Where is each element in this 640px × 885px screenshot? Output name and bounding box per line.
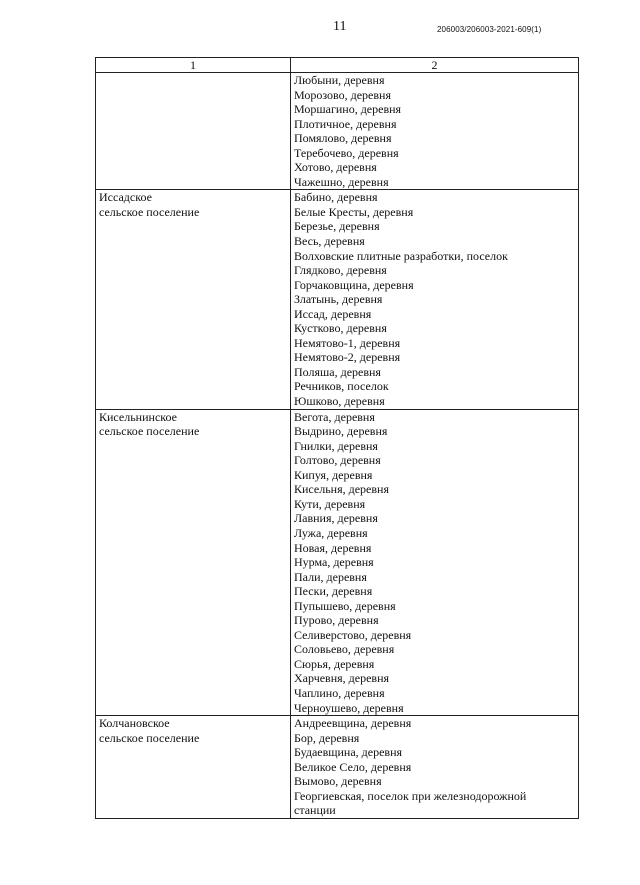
settlement-item: Андреевщина, деревня — [294, 716, 412, 731]
settlement-item: Кустково, деревня — [294, 321, 387, 336]
settlement-item: Чажешно, деревня — [294, 174, 389, 189]
document-code: 206003/206003-2021-609(1) — [437, 25, 542, 34]
settlement-item: Селиверстово, деревня — [294, 627, 412, 642]
settlement-item: Лавния, деревня — [294, 511, 378, 526]
settlement-item: Речников, поселок — [294, 379, 389, 394]
table-body — [96, 73, 579, 819]
table-row — [96, 409, 579, 715]
settlement-item: Кипуя, деревня — [294, 467, 373, 482]
settlement-item: Березье, деревня — [294, 219, 380, 234]
settlement-item: Пески, деревня — [294, 584, 373, 599]
page-number: 11 — [333, 19, 347, 34]
settlement-item: Плотичное, деревня — [294, 116, 397, 131]
settlement-item: Моршагино, деревня — [294, 102, 402, 117]
settlement-item: Вымово, деревня — [294, 774, 382, 789]
settlement-item: Немятово-2, деревня — [294, 350, 401, 365]
settlement-item: Пупышево, деревня — [294, 598, 396, 613]
settlement-item: Белые Кресты, деревня — [294, 204, 414, 219]
table-row — [96, 73, 579, 190]
column-header-1: 1 — [96, 58, 291, 73]
settlement-item: Вегота, деревня — [294, 409, 375, 424]
settlement-item: Гнилки, деревня — [294, 438, 378, 453]
settlement-item: Кути, деревня — [294, 496, 366, 511]
settlement-item: Кисельня, деревня — [294, 482, 389, 497]
settlement-item: Волховские плитные разработки, поселок — [294, 248, 508, 263]
settlement-item: Нурма, деревня — [294, 555, 374, 570]
settlement-item: Новая, деревня — [294, 540, 372, 555]
settlement-item: Весь, деревня — [294, 234, 365, 249]
settlements-table — [95, 57, 579, 819]
settlement-item: Немятово-1, деревня — [294, 335, 401, 350]
settlement-item: Златынь, деревня — [294, 292, 383, 307]
settlement-item: Горчаковщина, деревня — [294, 277, 414, 292]
settlement-item: Сюрья, деревня — [294, 656, 375, 671]
settlement-item: Георгиевская, поселок при железнодорожной — [294, 788, 527, 803]
settlement-item: Выдрино, деревня — [294, 424, 388, 439]
district-name-line: Кисельнинское — [99, 409, 177, 424]
settlement-item: Хотово, деревня — [294, 160, 377, 175]
settlement-item: Чаплино, деревня — [294, 685, 385, 700]
settlement-item: Великое Село, деревня — [294, 759, 412, 774]
places-cell — [291, 190, 579, 409]
settlement-item: Бор, деревня — [294, 730, 360, 745]
settlement-item: Бабино, деревня — [294, 190, 378, 205]
settlement-item: Юшково, деревня — [294, 394, 385, 409]
settlement-item: Морозово, деревня — [294, 87, 391, 102]
settlement-item: Пурово, деревня — [294, 613, 379, 628]
column-header-2: 2 — [291, 58, 579, 73]
settlement-item: Харчевня, деревня — [294, 671, 390, 686]
settlement-item: Поляша, деревня — [294, 364, 381, 379]
table-row — [96, 716, 579, 819]
district-name-line: сельское поселение — [99, 424, 200, 439]
settlement-item: Иссад, деревня — [294, 306, 372, 321]
district-name-line: Колчановское — [99, 716, 170, 731]
places-cell — [291, 73, 579, 190]
district-cell — [96, 190, 291, 409]
table-header-row — [96, 58, 579, 73]
district-cell — [96, 409, 291, 715]
settlement-item: Теребочево, деревня — [294, 145, 399, 160]
district-cell — [96, 716, 291, 819]
district-name-line: сельское поселение — [99, 204, 200, 219]
district-name-line: Иссадское — [99, 190, 152, 205]
district-cell — [96, 73, 291, 190]
settlement-item: Черноушево, деревня — [294, 700, 404, 715]
settlement-item: Помялово, деревня — [294, 131, 392, 146]
places-cell — [291, 716, 579, 819]
settlement-item: Любыни, деревня — [294, 73, 385, 87]
settlement-item: Пали, деревня — [294, 569, 367, 584]
district-name-line: сельское поселение — [99, 730, 200, 745]
settlement-item: Голтово, деревня — [294, 453, 381, 468]
settlement-item: Будаевщина, деревня — [294, 745, 403, 760]
table-row — [96, 190, 579, 409]
places-cell — [291, 409, 579, 715]
settlement-item: станции — [294, 803, 336, 818]
settlement-item: Соловьево, деревня — [294, 642, 395, 657]
settlement-item: Лужа, деревня — [294, 525, 368, 540]
settlement-item: Глядково, деревня — [294, 263, 387, 278]
